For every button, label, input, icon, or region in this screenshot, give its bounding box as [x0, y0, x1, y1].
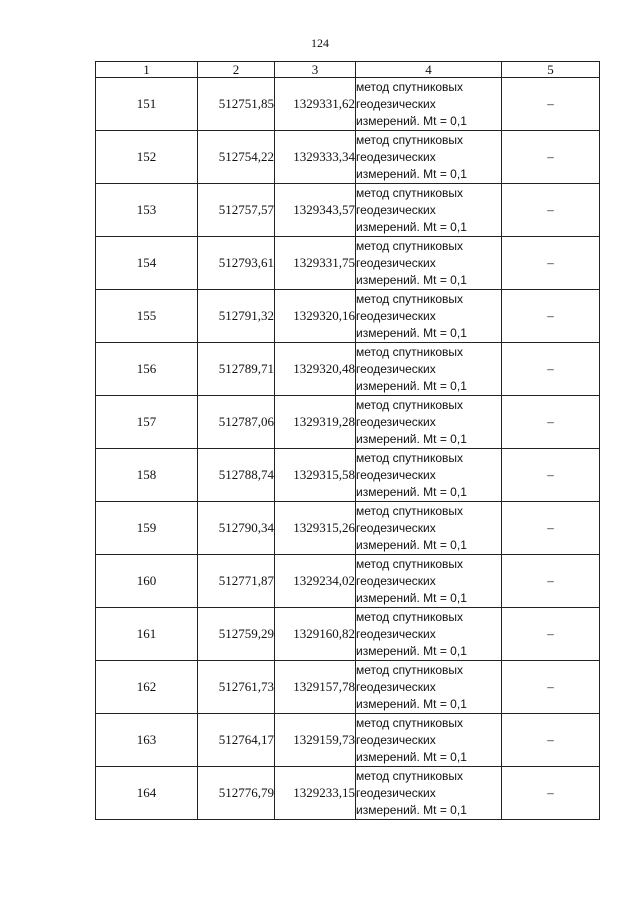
method-line: метод спутниковых — [356, 291, 464, 306]
table-row — [96, 502, 600, 555]
table-row — [96, 661, 600, 714]
method-line: геодезических — [356, 202, 436, 217]
method-line: геодезических — [356, 573, 436, 588]
point-note: – — [502, 78, 600, 131]
table-row — [96, 767, 600, 820]
table-body — [96, 78, 600, 820]
method-line: метод спутниковых — [356, 397, 464, 412]
method-line: измерений. Mt = 0,1 — [356, 272, 467, 287]
coordinate-y: 1329159,73 — [275, 714, 356, 767]
method-line: метод спутниковых — [356, 556, 464, 571]
method-line: измерений. Mt = 0,1 — [356, 802, 467, 817]
point-note: – — [502, 767, 600, 820]
table-row — [96, 237, 600, 290]
method-line: геодезических — [356, 96, 436, 111]
coordinate-y: 1329160,82 — [275, 608, 356, 661]
coordinate-x: 512789,71 — [198, 343, 275, 396]
measurement-method — [356, 184, 502, 237]
coordinate-x: 512776,79 — [198, 767, 275, 820]
point-number: 161 — [96, 608, 198, 661]
point-number: 153 — [96, 184, 198, 237]
coordinate-y: 1329333,34 — [275, 131, 356, 184]
point-note: – — [502, 608, 600, 661]
point-note: – — [502, 396, 600, 449]
method-line: измерений. Mt = 0,1 — [356, 166, 467, 181]
method-line: измерений. Mt = 0,1 — [356, 325, 467, 340]
method-line: метод спутниковых — [356, 450, 464, 465]
table-row — [96, 396, 600, 449]
coordinate-y: 1329331,62 — [275, 78, 356, 131]
method-line: измерений. Mt = 0,1 — [356, 696, 467, 711]
measurement-method — [356, 555, 502, 608]
point-number: 163 — [96, 714, 198, 767]
column-header-2: 2 — [198, 62, 275, 78]
method-line: измерений. Mt = 0,1 — [356, 431, 467, 446]
point-note: – — [502, 661, 600, 714]
coordinate-y: 1329320,48 — [275, 343, 356, 396]
method-line: геодезических — [356, 414, 436, 429]
measurement-method — [356, 502, 502, 555]
column-header-5: 5 — [502, 62, 600, 78]
measurement-method — [356, 237, 502, 290]
method-line: метод спутниковых — [356, 715, 464, 730]
coordinate-y: 1329343,57 — [275, 184, 356, 237]
method-line: геодезических — [356, 626, 436, 641]
method-line: геодезических — [356, 149, 436, 164]
coordinate-x: 512771,87 — [198, 555, 275, 608]
coordinate-y: 1329315,58 — [275, 449, 356, 502]
column-header-4: 4 — [356, 62, 502, 78]
method-line: геодезических — [356, 361, 436, 376]
coordinate-x: 512757,57 — [198, 184, 275, 237]
method-line: геодезических — [356, 732, 436, 747]
method-line: метод спутниковых — [356, 185, 464, 200]
table-row — [96, 131, 600, 184]
method-line: метод спутниковых — [356, 238, 464, 253]
coordinate-x: 512791,32 — [198, 290, 275, 343]
table-row — [96, 78, 600, 131]
method-line: метод спутниковых — [356, 609, 464, 624]
point-number: 154 — [96, 237, 198, 290]
coordinate-y: 1329331,75 — [275, 237, 356, 290]
coordinate-x: 512761,73 — [198, 661, 275, 714]
measurement-method — [356, 290, 502, 343]
method-line: геодезических — [356, 467, 436, 482]
point-number: 162 — [96, 661, 198, 714]
method-line: метод спутниковых — [356, 662, 464, 677]
point-number: 159 — [96, 502, 198, 555]
coordinate-y: 1329157,78 — [275, 661, 356, 714]
measurement-method — [356, 661, 502, 714]
table-row — [96, 290, 600, 343]
coordinate-x: 512754,22 — [198, 131, 275, 184]
point-note: – — [502, 237, 600, 290]
table-row — [96, 184, 600, 237]
point-number: 160 — [96, 555, 198, 608]
point-number: 151 — [96, 78, 198, 131]
method-line: геодезических — [356, 308, 436, 323]
point-number: 158 — [96, 449, 198, 502]
coordinate-x: 512759,29 — [198, 608, 275, 661]
point-note: – — [502, 714, 600, 767]
column-header-1: 1 — [96, 62, 198, 78]
method-line: метод спутниковых — [356, 79, 464, 94]
method-line: геодезических — [356, 255, 436, 270]
header-row — [96, 62, 600, 78]
method-line: метод спутниковых — [356, 132, 464, 147]
point-number: 164 — [96, 767, 198, 820]
point-note: – — [502, 502, 600, 555]
point-note: – — [502, 290, 600, 343]
coordinate-x: 512793,61 — [198, 237, 275, 290]
coordinate-x: 512751,85 — [198, 78, 275, 131]
measurement-method — [356, 714, 502, 767]
method-line: геодезических — [356, 785, 436, 800]
point-number: 155 — [96, 290, 198, 343]
coordinate-y: 1329315,26 — [275, 502, 356, 555]
method-line: измерений. Mt = 0,1 — [356, 590, 467, 605]
point-number: 156 — [96, 343, 198, 396]
method-line: измерений. Mt = 0,1 — [356, 484, 467, 499]
coordinate-y: 1329233,15 — [275, 767, 356, 820]
method-line: метод спутниковых — [356, 344, 464, 359]
coordinate-x: 512787,06 — [198, 396, 275, 449]
point-note: – — [502, 343, 600, 396]
table-row — [96, 343, 600, 396]
measurement-method — [356, 131, 502, 184]
method-line: измерений. Mt = 0,1 — [356, 378, 467, 393]
coordinate-y: 1329234,02 — [275, 555, 356, 608]
method-line: измерений. Mt = 0,1 — [356, 113, 467, 128]
method-line: метод спутниковых — [356, 768, 464, 783]
point-number: 152 — [96, 131, 198, 184]
measurement-method — [356, 396, 502, 449]
method-line: геодезических — [356, 679, 436, 694]
coordinate-y: 1329319,28 — [275, 396, 356, 449]
measurement-method — [356, 343, 502, 396]
point-number: 157 — [96, 396, 198, 449]
measurement-method — [356, 767, 502, 820]
point-note: – — [502, 555, 600, 608]
coordinates-table — [95, 61, 600, 820]
method-line: измерений. Mt = 0,1 — [356, 643, 467, 658]
method-line: измерений. Mt = 0,1 — [356, 749, 467, 764]
point-note: – — [502, 184, 600, 237]
method-line: измерений. Mt = 0,1 — [356, 219, 467, 234]
table-row — [96, 449, 600, 502]
coordinate-y: 1329320,16 — [275, 290, 356, 343]
table-row — [96, 608, 600, 661]
coordinate-x: 512790,34 — [198, 502, 275, 555]
page-number: 124 — [311, 36, 329, 50]
point-note: – — [502, 131, 600, 184]
column-header-3: 3 — [275, 62, 356, 78]
table-row — [96, 555, 600, 608]
point-note: – — [502, 449, 600, 502]
measurement-method — [356, 608, 502, 661]
measurement-method — [356, 449, 502, 502]
method-line: геодезических — [356, 520, 436, 535]
coordinate-x: 512788,74 — [198, 449, 275, 502]
method-line: измерений. Mt = 0,1 — [356, 537, 467, 552]
coordinate-x: 512764,17 — [198, 714, 275, 767]
measurement-method — [356, 78, 502, 131]
table-row — [96, 714, 600, 767]
method-line: метод спутниковых — [356, 503, 464, 518]
